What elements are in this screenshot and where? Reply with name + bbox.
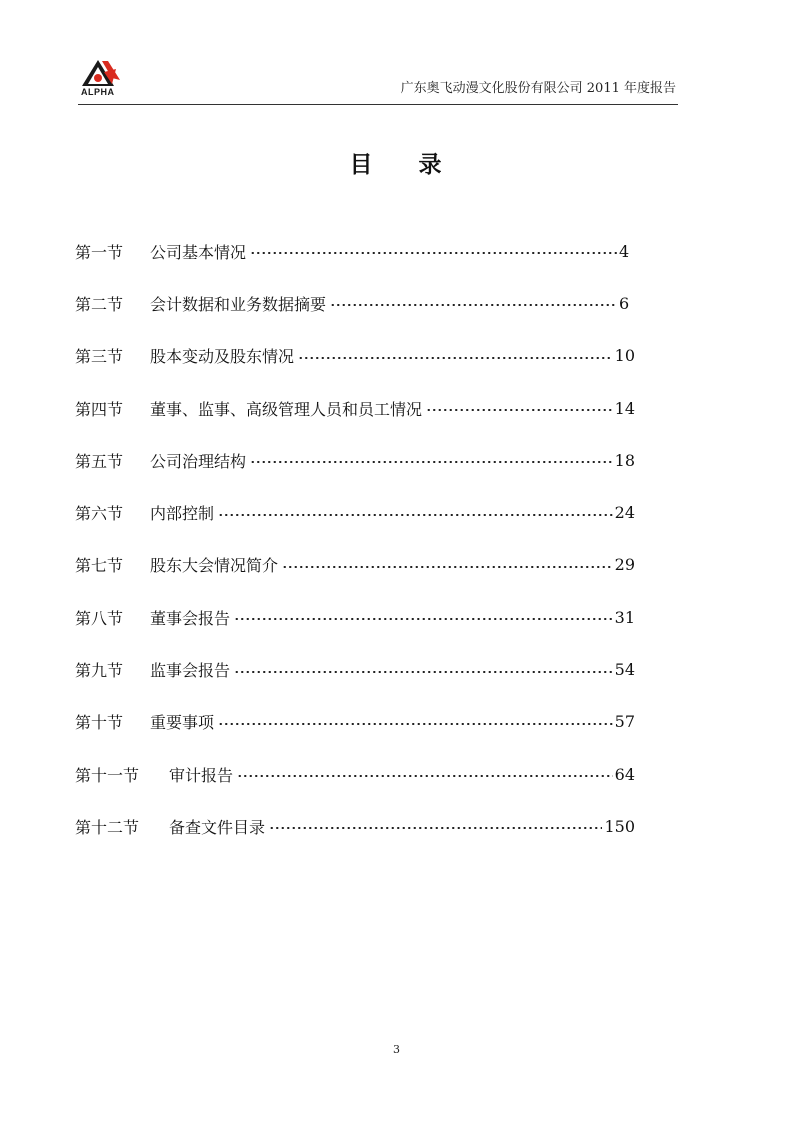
toc-leader	[250, 252, 617, 254]
toc-leader	[218, 514, 613, 516]
toc-page-number: 18	[614, 450, 635, 470]
table-of-contents	[75, 225, 635, 853]
toc-page-number: 4	[619, 241, 630, 261]
toc-leader	[234, 618, 613, 620]
toc-entry[interactable]	[75, 539, 635, 591]
toc-entry[interactable]	[75, 748, 635, 800]
toc-page-number: 14	[614, 398, 635, 418]
toc-entry[interactable]	[75, 330, 635, 382]
toc-page-number: 10	[614, 346, 635, 366]
toc-title: 备查文件目录	[169, 817, 266, 837]
page-title-char-1: 目	[349, 152, 375, 178]
toc-section: 第九节	[75, 661, 124, 681]
toc-title: 公司治理结构	[150, 451, 247, 471]
page-header	[78, 58, 678, 105]
toc-page-number: 57	[614, 712, 635, 732]
toc-section: 第四节	[75, 399, 124, 419]
toc-entry[interactable]	[75, 696, 635, 748]
company-logo	[78, 58, 126, 100]
toc-title: 股本变动及股东情况	[150, 347, 295, 367]
toc-entry[interactable]	[75, 382, 635, 434]
toc-section: 第十一节	[75, 765, 140, 785]
toc-entry[interactable]	[75, 434, 635, 486]
toc-section: 第一节	[75, 242, 124, 262]
toc-leader	[250, 461, 613, 463]
toc-section: 第五节	[75, 451, 124, 471]
toc-leader	[298, 357, 613, 359]
toc-title: 审计报告	[169, 765, 234, 785]
toc-leader	[237, 775, 613, 777]
toc-section: 第十节	[75, 713, 124, 733]
toc-entry[interactable]	[75, 591, 635, 643]
toc-entry[interactable]	[75, 643, 635, 695]
page-title-char-2: 录	[418, 152, 444, 178]
toc-entry[interactable]	[75, 486, 635, 538]
toc-page-number: 24	[614, 503, 635, 523]
toc-entry[interactable]	[75, 225, 635, 277]
toc-title: 监事会报告	[150, 661, 231, 681]
alpha-logo-icon	[78, 58, 126, 88]
toc-page-number: 64	[614, 764, 635, 784]
toc-page-number: 29	[614, 555, 635, 575]
toc-section: 第三节	[75, 347, 124, 367]
toc-title: 公司基本情况	[150, 242, 247, 262]
toc-title: 股东大会情况简介	[150, 556, 279, 576]
page-title	[0, 146, 793, 179]
toc-leader	[218, 723, 613, 725]
report-title: 广东奥飞动漫文化股份有限公司 2011 年度报告	[400, 81, 676, 96]
toc-section: 第七节	[75, 556, 124, 576]
toc-leader	[269, 827, 602, 829]
toc-title: 董事会报告	[150, 608, 231, 628]
toc-entry[interactable]	[75, 277, 635, 329]
toc-section: 第八节	[75, 608, 124, 628]
toc-page-number: 6	[619, 293, 630, 313]
toc-leader	[234, 671, 613, 673]
toc-entry[interactable]	[75, 800, 635, 852]
toc-title: 会计数据和业务数据摘要	[150, 294, 327, 314]
toc-section: 第十二节	[75, 817, 140, 837]
toc-leader	[330, 304, 617, 306]
toc-page-number: 150	[604, 816, 635, 836]
toc-section: 第六节	[75, 504, 124, 524]
toc-leader	[426, 409, 613, 411]
toc-page-number: 31	[614, 607, 635, 627]
page-number: 3	[393, 1043, 400, 1056]
toc-leader	[282, 566, 613, 568]
toc-page-number: 54	[614, 660, 635, 680]
logo-text: ALPHA	[81, 87, 115, 97]
toc-section: 第二节	[75, 294, 124, 314]
toc-title: 董事、监事、高级管理人员和员工情况	[150, 399, 423, 419]
toc-title: 内部控制	[150, 504, 215, 524]
toc-title: 重要事项	[150, 713, 215, 733]
